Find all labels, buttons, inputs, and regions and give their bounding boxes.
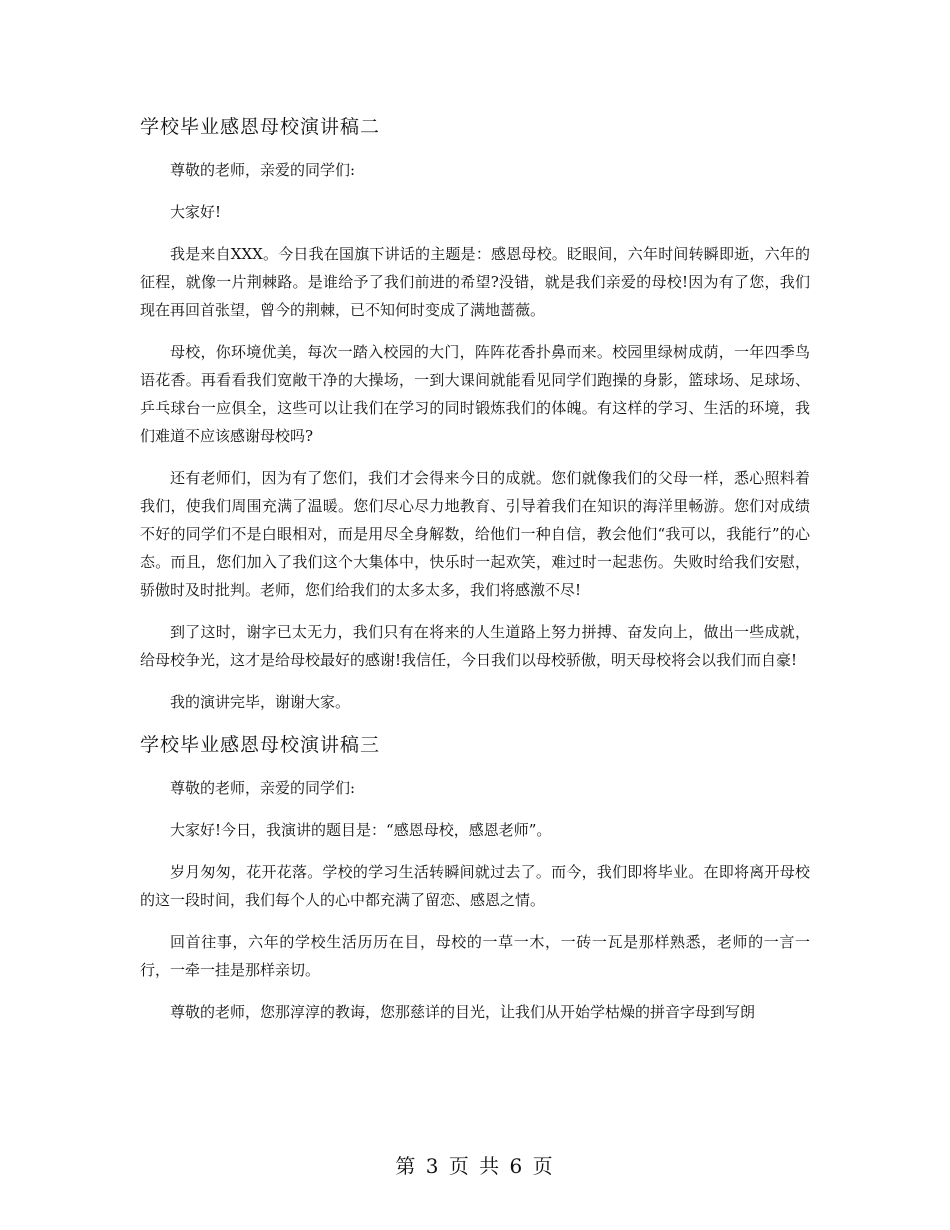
paragraph: 还有老师们，因为有了您们，我们才会得来今日的成就。您们就像我们的父母一样，悉心照料着我们，使我们周围充满了温暖。您们尽心尽力地教育、引导着我们在知识的海洋里畅游。您们对成绩不好的同学们不是白眼相对，而是用尽全身解数，给他们一种自信，教会他们“我可以，我能行”的心态。而且，您们加入了我们这个大集体中，快乐时一起欢笑，难过时一起悲伤。失败时给我们安慰，骄傲时及时批判。老师，您们给我们的太多太多，我们将感激不尽! [140, 469, 810, 599]
paragraph: 尊敬的老师，您那淳淳的教诲，您那慈详的目光，让我们从开始学枯燥的拼音字母到写朗 [170, 1003, 756, 1021]
closing: 我的演讲完毕，谢谢大家。 [170, 693, 351, 711]
paragraph: 到了这时，谢字已太无力，我们只有在将来的人生道路上努力拼搏、奋发向上，做出一些成就，给母校争光，这才是给母校最好的感谢!我信任，今日我们以母校骄傲，明天母校将会以我们而自豪! [140, 623, 810, 669]
salutation: 尊敬的老师，亲爱的同学们: [170, 779, 356, 797]
paragraph: 母校，你环境优美，每次一踏入校园的大门，阵阵花香扑鼻而来。校园里绿树成荫，一年四季鸟语花香。再看看我们宽敞干净的大操场，一到大课间就能看见同学们跑操的身影，篮球场、足球场、乒乓球台一应俱全，这些可以让我们在学习的同时锻炼我们的体魄。有这样的学习、生活的环境，我们难道不应该感谢母校吗? [140, 343, 810, 445]
paragraph: 岁月匆匆，花开花落。学校的学习生活转瞬间就过去了。而今，我们即将毕业。在即将离开母校的这一段时间，我们每个人的心中都充满了留恋、感恩之情。 [140, 863, 810, 909]
section-title-2: 学校毕业感恩母校演讲稿二 [140, 116, 381, 138]
greeting: 大家好! [170, 203, 222, 221]
paragraph: 我是来自XXX。今日我在国旗下讲话的主题是：感恩母校。眨眼间，六年时间转瞬即逝，六年的征程，就像一片荆棘路。是谁给予了我们前进的希望?没错，就是我们亲爱的母校!因为有了您，我们现在再回首张望，曾今的荆棘，已不知何时变成了满地蔷薇。 [140, 245, 810, 319]
page-number: 第 3 页 共 6 页 [395, 1154, 555, 1178]
section-title-3: 学校毕业感恩母校演讲稿三 [140, 734, 381, 756]
salutation: 尊敬的老师，亲爱的同学们: [170, 161, 356, 179]
greeting: 大家好!今日，我演讲的题目是：“感恩母校，感恩老师”。 [170, 821, 552, 839]
paragraph: 回首往事，六年的学校生活历历在目，母校的一草一木，一砖一瓦是那样熟悉，老师的一言一行，一牵一挂是那样亲切。 [140, 933, 810, 979]
document-body [140, 112, 810, 1026]
